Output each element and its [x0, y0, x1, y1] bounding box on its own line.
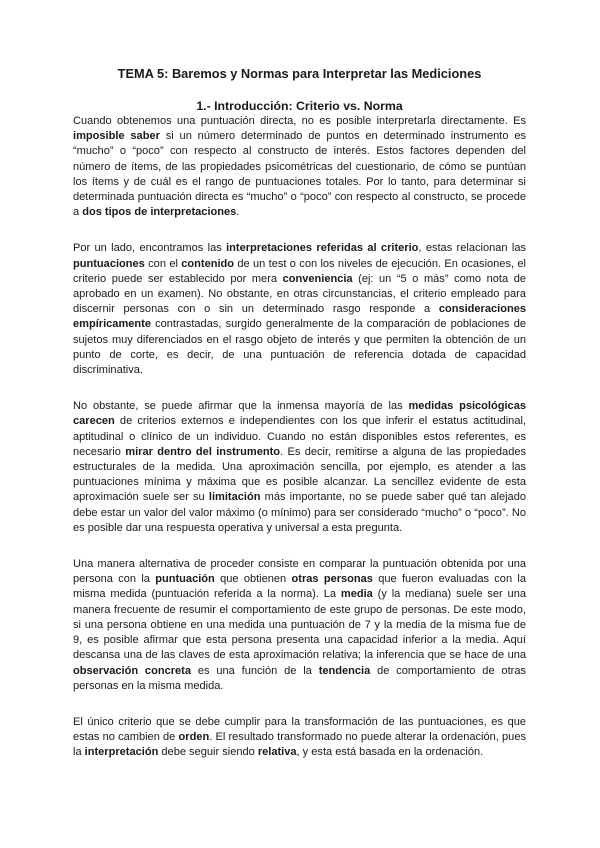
text-run: El único criterio que se debe cumplir para la transformación de las puntuaciones, es que estas no cambien de [73, 715, 526, 744]
text-run: (y la mediana) suele ser una manera frecuente de resumir el comportamiento de este grupo de personas. De este modo, si una persona obtiene en una medida una puntuación de 7 y la media de la misma fue de 9, es posible afirmar que esta persona presenta una capacidad inferior a la media. Aquí descansa una de las claves de esta aproximación relativa; la inferencia que se hace de una [73, 588, 526, 662]
bold-term: media [340, 588, 373, 601]
text-run: , estas relacionan las [418, 242, 526, 255]
paragraph-5 [73, 715, 526, 761]
bold-term: limitación [208, 491, 261, 504]
text-run: si un número determinado de puntos en determinado instrumento es “mucho” o “poco” con respecto al constructo de interés. Estos factores dependen del número de ítems, de las propiedades psicométricas del cuestionario, de cómo se puntúan los ítems y de cuál es el rango de puntuaciones totales. Por lo tanto, para determinar si determinada puntuación directa es “mucho” o “poco” con respecto al constructo, se procede a [73, 130, 526, 219]
text-run: que obtienen [214, 573, 292, 586]
text-run: de comportamiento de otras personas en la misma medida. [73, 664, 526, 692]
text-run: Por un lado, encontramos las [73, 242, 227, 255]
bold-term: otras personas [291, 573, 373, 586]
text-run: más importante, no se puede saber qué tan alejado debe estar un valor del valor máximo (o mínimo) para ser considerado “mucho” o “poco”. No es posible dar una respuesta operativa y universal a esta pregunta. [73, 491, 526, 534]
text-run: , y esta está basada en la ordenación. [296, 746, 484, 759]
text-run: . Es decir, remitirse a alguna de las propiedades estructurales de la medida. Una aproximación sencilla, por ejemplo, es atender a las puntuaciones mínima y máxima que es posible alcanzar. La sencillez evidente de esta aproximación suele ser su [73, 445, 527, 504]
bold-term: contenido [181, 257, 235, 270]
text-run: de criterios externos e independientes con los que inferir el estatus actitudinal, aptitudinal o clínico de un individuo. Cuando no están disponibles estos referentes, es necesario [73, 415, 526, 458]
bold-term: dos tipos de interpretaciones [82, 206, 237, 219]
bold-term: tendencia [318, 664, 371, 677]
text-run: contrastadas, surgido generalmente de la comparación de poblaciones de sujetos muy diferenciados en el rasgo objeto de interés y que permiten la obtención de un punto de corte, es decir, de una puntuación de referencia dotada de capacidad discriminativa. [73, 318, 526, 377]
bold-term: observación concreta [73, 664, 191, 677]
text-run: es una función de la [190, 664, 319, 677]
text-run: que fueron evaluadas con la misma medida (puntuación referida a la norma). La [73, 573, 526, 601]
text-run: No obstante, se puede afirmar que la inmensa mayoría de las [73, 400, 409, 413]
text-run: . El resultado transformado no puede alterar la ordenación, pues la [73, 731, 526, 759]
bold-term: orden [178, 731, 210, 744]
bold-term: imposible saber [73, 130, 160, 143]
text-run: debe seguir siendo [158, 746, 258, 759]
bold-term: puntuaciones [73, 257, 145, 270]
text-run: Una manera alternativa de proceder consiste en comparar la puntuación obtenida por una persona con la [73, 558, 526, 586]
paragraph-3 [73, 399, 526, 536]
document-page [73, 66, 526, 782]
bold-term: mirar dentro del instrumento [125, 445, 281, 458]
text-run: . [236, 206, 240, 219]
text-run: (ej: un “5 o más” como nota de aprobado en un examen). No obstante, en otras circunstancias, el criterio empleado para discernir personas con o sin un determinado rasgo responde a [73, 272, 526, 316]
paragraph-4 [73, 557, 526, 694]
section-heading: 1.- Introducción: Criterio vs. Norma [196, 99, 403, 113]
bold-term: interpretación [84, 746, 159, 759]
bold-term: relativa [257, 746, 297, 759]
text-run: de un test o con los niveles de ejecución. En ocasiones, el criterio puede ser establecido por mera [73, 257, 526, 285]
paragraph-1 [73, 114, 526, 220]
bold-term: conveniencia [282, 272, 353, 285]
document-title: TEMA 5: Baremos y Normas para Interpretar las Mediciones [117, 66, 482, 81]
bold-term: puntuación [155, 573, 215, 586]
bold-term: interpretaciones referidas al criterio [226, 242, 419, 255]
text-run: Cuando obtenemos una puntuación directa, no es posible interpretarla directamente. Es [73, 115, 526, 127]
bold-term: consideraciones empíricamente [73, 303, 526, 331]
paragraph-2 [73, 241, 526, 378]
bold-term: medidas psicológicas carecen [73, 400, 526, 428]
text-run: con el [144, 257, 182, 270]
